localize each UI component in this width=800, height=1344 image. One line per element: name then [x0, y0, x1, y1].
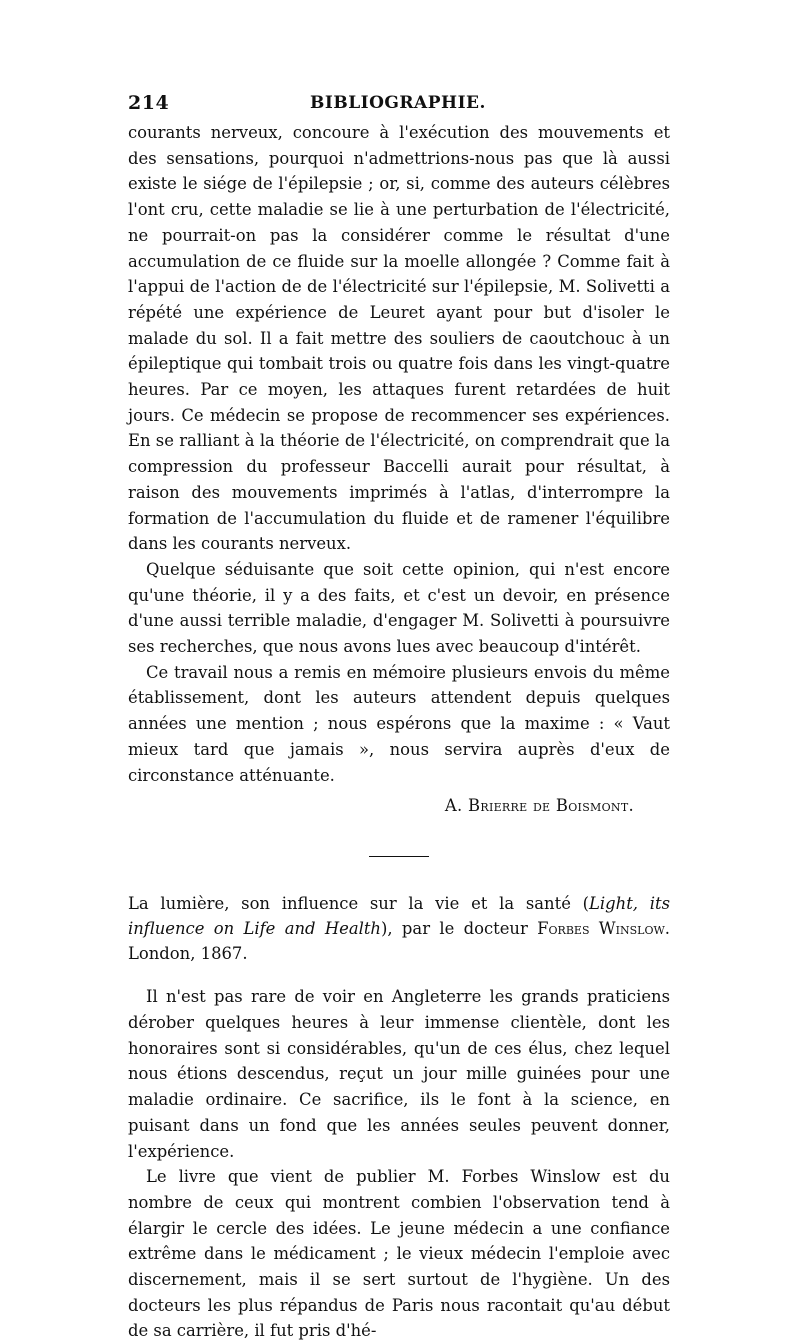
- paragraph: courants nerveux, concoure à l'exécution des mouvements et des sensations, pourquoi n'admettrions-nous pas que là aussi existe le siége de l'épilepsie ; or, si, comme des auteurs célèbres l'ont cru, cette maladie se lie à une perturbation de l'électricité, ne pourrait-on pas la considérer comme le résultat d'une accumulation de ce fluide sur la moelle allongée ? Comme fait à l'appui de l'action de de l'électricité sur l'épilepsie, M. Solivetti a répété une expérience de Leuret ayant pour but d'isoler le malade du sol. Il a fait mettre des souliers de caoutchouc à un épileptique qui tombait trois ou quatre fois dans les vingt-quatre heures. Par ce moyen, les attaques furent retardées de huit jours. Ce médecin se propose de recommencer ses expériences. En se ralliant à la théorie de l'électricité, on comprendrait que la compression du professeur Baccelli aurait pour résultat, à raison des mouvements imprimés à l'atlas, d'interrompre la formation de l'accumulation du fluide et de ramener l'équilibre dans les courants nerveux.: [128, 123, 670, 554]
- page-number: 214: [128, 92, 170, 114]
- reviewed-author: Forbes Winslow: [537, 919, 665, 939]
- paragraph: Ce travail nous a remis en mémoire plusieurs envois du même établissement, dont les auteurs attendent depuis quelques années une mention ; nous espérons que la maxime : « Vaut mieux tard que jamais », nous servira auprès d'eux de circonstance atténuante.: [128, 662, 670, 785]
- author-signature: A. Brierre de Boismont.: [444, 796, 634, 816]
- running-header: [128, 92, 670, 120]
- paragraph: Quelque séduisante que soit cette opinion, qui n'est encore qu'une théorie, il y a des faits, et c'est un devoir, en présence d'une aussi terrible maladie, d'engager M. Solivetti à poursuivre ses recherches, que nous avons lues avec beaucoup d'intérêt.: [128, 559, 670, 657]
- review-section-winslow: [128, 891, 670, 1344]
- paragraph: Il n'est pas rare de voir en Angleterre les grands praticiens dérober quelques heures à leur immense clientèle, dont les honoraires sont si considérables, qu'un de ces élus, chez lequel nous étions descendus, reçut un jour mille guinées pour une maladie ordinaire. Ce sacrifice, ils le font à la science, en puisant dans un fond que les années seules peuvent donner, l'expérience.: [128, 987, 670, 1161]
- running-title: BIBLIOGRAPHIE.: [310, 93, 486, 113]
- review-heading: [128, 891, 670, 966]
- heading-prefix: La lumière, son influence sur la vie et la santé (: [128, 894, 590, 914]
- heading-middle: ), par le docteur: [381, 919, 538, 939]
- english-title: Light, its influence on Life and Health: [128, 894, 670, 939]
- paragraph: Le livre que vient de publier M. Forbes Winslow est du nombre de ceux qui montrent combien l'observation tend à élargir le cercle des idées. Le jeune médecin a une confiance extrême dans le médicament ; le vieux médecin l'emploie avec discernement, mais il se sert surtout de l'hygiène. Un des docteurs les plus répandus de Paris nous racontait qu'au début de sa carrière, il fut pris d'hé-: [128, 1167, 670, 1341]
- book-page: [128, 92, 670, 1344]
- section-divider: [369, 856, 429, 857]
- heading-suffix: . London, 1867.: [128, 919, 670, 964]
- review-section-solivetti: [128, 120, 670, 818]
